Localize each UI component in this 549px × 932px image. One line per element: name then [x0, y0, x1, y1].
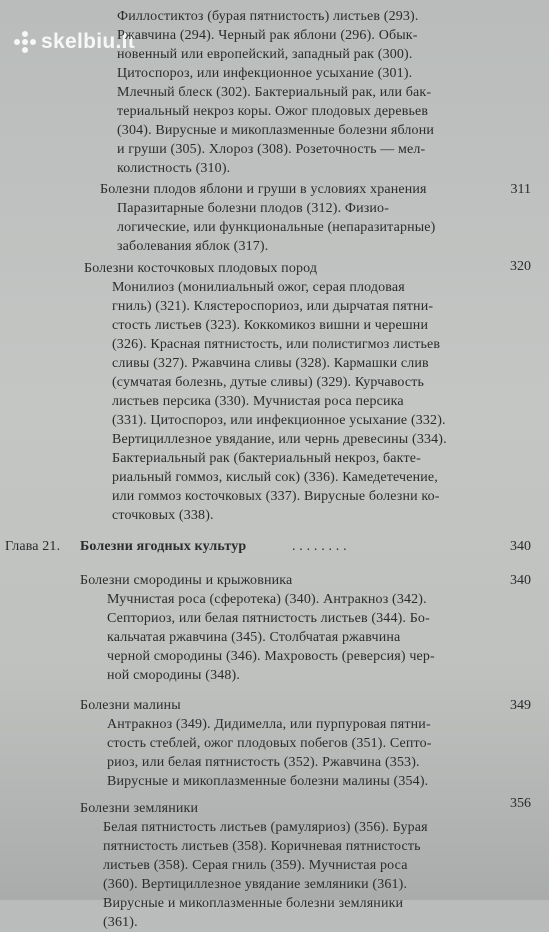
- chapter-title: Болезни ягодных культур: [80, 539, 247, 554]
- toc-line: (326). Красная пятнистость, или полистигмоз листьев: [112, 337, 441, 352]
- chapter-label: Глава 21.: [5, 539, 61, 554]
- section-title: Болезни косточковых плодовых пород: [84, 261, 318, 276]
- toc-line: (361).: [103, 915, 138, 930]
- toc-line: Филлостиктоз (бурая пятнистость) листьев (293).: [117, 9, 419, 24]
- toc-line: (304). Вирусные и микоплазменные болезни яблони: [117, 123, 434, 138]
- toc-line: заболевания яблок (317).: [117, 239, 269, 254]
- toc-line: стость стеблей, ожог плодовых побегов (351). Септо-: [107, 736, 432, 751]
- toc-line: Ржавчина (294). Черный рак яблони (296). Обык-: [117, 28, 418, 43]
- toc-line: Млечный блеск (302). Бактериальный рак, или бак-: [117, 85, 432, 100]
- section-title: Болезни смородины и крыжовника: [80, 573, 293, 588]
- toc-line: колистность (310).: [117, 161, 231, 176]
- watermark-logo-icon: [14, 31, 36, 53]
- toc-line: Вертициллезное увядание, или чернь древесины (334).: [112, 432, 447, 447]
- toc-line: териальный некроз коры. Ожог плодовых деревьев: [117, 104, 429, 119]
- toc-line: кальчатая ржавчина (345). Столбчатая ржавчина: [107, 630, 401, 645]
- toc-line: Монилиоз (монилиальный ожог, серая плодовая: [112, 280, 405, 295]
- toc-line: черной смородины (346). Махровость (реверсия) чер-: [107, 649, 435, 664]
- toc-line: Белая пятнистость листьев (рамуляриоз) (356). Бурая: [103, 820, 428, 835]
- page-number: 340: [510, 573, 531, 588]
- section-title: Болезни земляники: [80, 801, 199, 816]
- toc-line: и груши (305). Хлороз (308). Розеточность — мел-: [117, 142, 426, 157]
- toc-line: ной смородины (348).: [107, 668, 240, 683]
- section-title: Болезни плодов яблони и груши в условиях хранения: [100, 182, 427, 197]
- toc-line: сливы (327). Ржавчина сливы (328). Кармашки слив: [112, 356, 429, 371]
- toc-line: Цитоспороз, или инфекционное усыхание (301).: [117, 66, 413, 81]
- toc-line: Септориоз, или белая пятнистость листьев (344). Бо-: [107, 611, 430, 626]
- toc-line: Паразитарные болезни плодов (312). Физио-: [117, 201, 390, 216]
- toc-line: или гоммоз косточковых (337). Вирусные болезни ко-: [112, 489, 440, 504]
- toc-line: Антракноз (349). Дидимелла, или пурпуровая пятни-: [107, 717, 431, 732]
- toc-line: листьев (358). Серая гниль (359). Мучнистая роса: [103, 858, 408, 873]
- page-number: 349: [510, 698, 531, 713]
- toc-line: Бактериальный рак (бактериальный некроз, бакте-: [112, 451, 421, 466]
- chapter-leader-dots: . . . . . . . .: [292, 539, 347, 554]
- toc-line: гниль) (321). Клястероспориоз, или дырчатая пятни-: [112, 299, 434, 314]
- toc-line: риальный гоммоз, кислый сок) (336). Камедетечение,: [112, 470, 438, 485]
- toc-line: Мучнистая роса (сферотека) (340). Антракноз (342).: [107, 592, 427, 607]
- page-number: 340: [510, 539, 531, 554]
- toc-line: стость листьев (323). Коккомикоз вишни и черешни: [112, 318, 429, 333]
- toc-line: логические, или функциональные (непаразитарные): [117, 220, 436, 235]
- toc-line: новенный или европейский, западный рак (300).: [117, 47, 413, 62]
- toc-line: риоз, или белая пятнистость (352). Ржавчина (353).: [107, 755, 420, 770]
- page-number: 320: [510, 259, 531, 274]
- toc-line: Вирусные и микоплазменные болезни земляники: [103, 896, 404, 911]
- toc-line: сточковых (338).: [112, 508, 214, 523]
- page-number: 356: [510, 796, 531, 811]
- section-title: Болезни малины: [80, 698, 181, 713]
- toc-line: листьев персика (330). Мучнистая роса персика: [112, 394, 404, 409]
- watermark-text: skelbiu.lt: [41, 30, 136, 53]
- page-number: 311: [510, 182, 531, 197]
- toc-line: (сумчатая болезнь, дутые сливы) (329). Курчавость: [112, 375, 425, 390]
- toc-line: (331). Цитоспороз, или инфекционное усыхание (332).: [112, 413, 446, 428]
- toc-line: пятнистость листьев (358). Коричневая пятнистость: [103, 839, 421, 854]
- toc-line: Вирусные и микоплазменные болезни малины (354).: [107, 774, 429, 789]
- toc-line: (360). Вертициллезное увядание земляники (361).: [103, 877, 408, 892]
